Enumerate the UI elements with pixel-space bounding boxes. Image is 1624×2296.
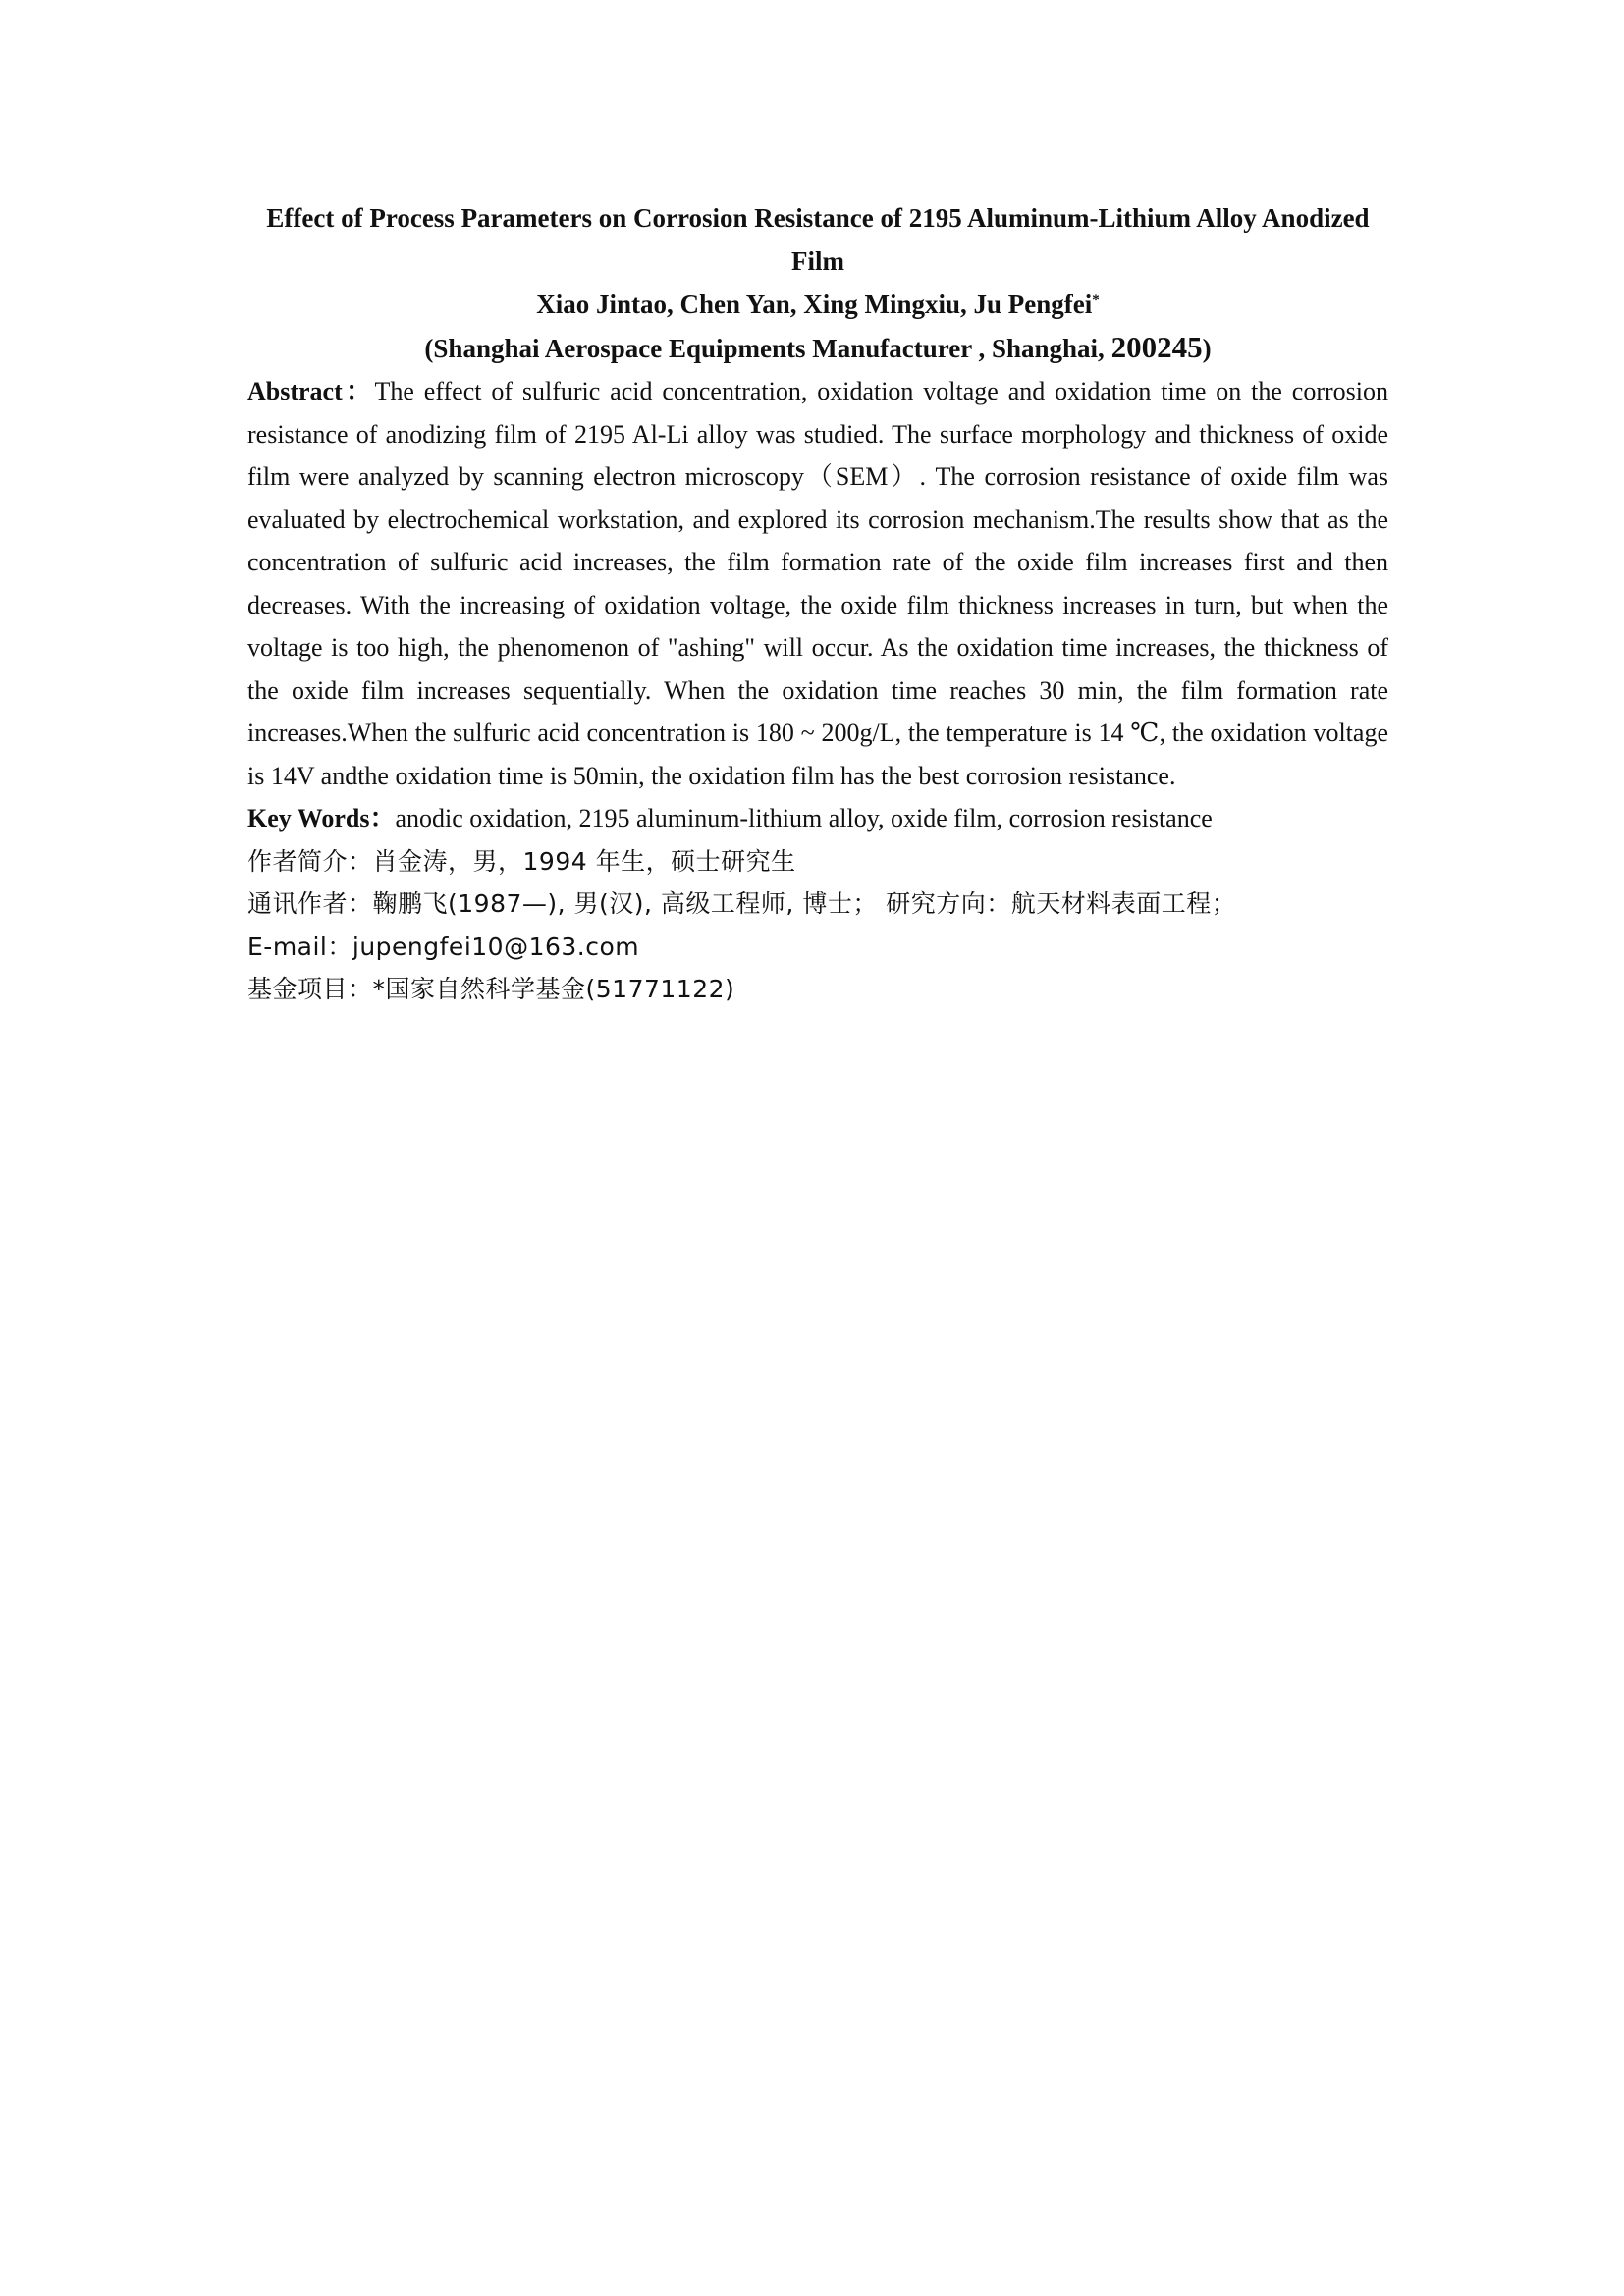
email-address: E-mail：jupengfei10@163.com (247, 932, 640, 961)
keywords-label: Key Words： (247, 804, 396, 832)
author-introduction: 作者简介：肖金涛，男，1994 年生，硕士研究生 (247, 846, 796, 876)
abstract-label: Abstract： (247, 377, 375, 405)
paper-title: Effect of Process Parameters on Corrosion Resistance of 2195 Aluminum-Lithium Alloy Anodized Film (266, 203, 1370, 276)
author-names: Xiao Jintao, Chen Yan, Xing Mingxiu, Ju Pengfei (536, 290, 1093, 319)
author-list (247, 283, 1388, 326)
abstract-text: The effect of sulfuric acid concentration, oxidation voltage and oxidation time on the corrosion resistance of anodizing film of 2195 Al-Li alloy was studied. The surface morphology and thickness of oxide film were analyzed by scanning electron microscopy（SEM）. The corrosion resistance of oxide film was evaluated by electrochemical workstation, and explored its corrosion mechanism.The results show that as the concentration of sulfuric acid increases, the film formation rate of the oxide film increases first and then decreases. With the increasing of oxidation voltage, the oxide film thickness increases in turn, but when the voltage is too high, the phenomenon of "ashing" will occur. As the oxidation time increases, the thickness of the oxide film increases sequentially. When the oxidation time reaches 30 min, the film formation rate increases.When the sulfuric acid concentration is 180 ~ 200g/L, the temperature is 14 ℃, the oxidation voltage is 14V andthe oxidation time is 50min, the oxidation film has the best corrosion resistance. (247, 377, 1388, 790)
paper-content (247, 196, 1388, 1011)
corresponding-author-mark: * (1092, 293, 1100, 308)
postal-code: 200245 (1110, 330, 1203, 364)
affiliation-name: (Shanghai Aerospace Equipments Manufacturer , Shanghai, (424, 334, 1111, 363)
keywords-text: anodic oxidation, 2195 aluminum-lithium alloy, oxide film, corrosion resistance (395, 804, 1213, 832)
affiliation (247, 326, 1388, 370)
keywords (247, 797, 1388, 840)
abstract (247, 370, 1388, 797)
fund-project: 基金项目：*国家自然科学基金(51771122) (247, 975, 735, 1003)
affiliation-close: ) (1202, 334, 1212, 363)
corresponding-author: 通讯作者：鞠鹏飞(1987—), 男(汉), 高级工程师, 博士； 研究方向：航天材料表面工程； (247, 889, 1237, 918)
